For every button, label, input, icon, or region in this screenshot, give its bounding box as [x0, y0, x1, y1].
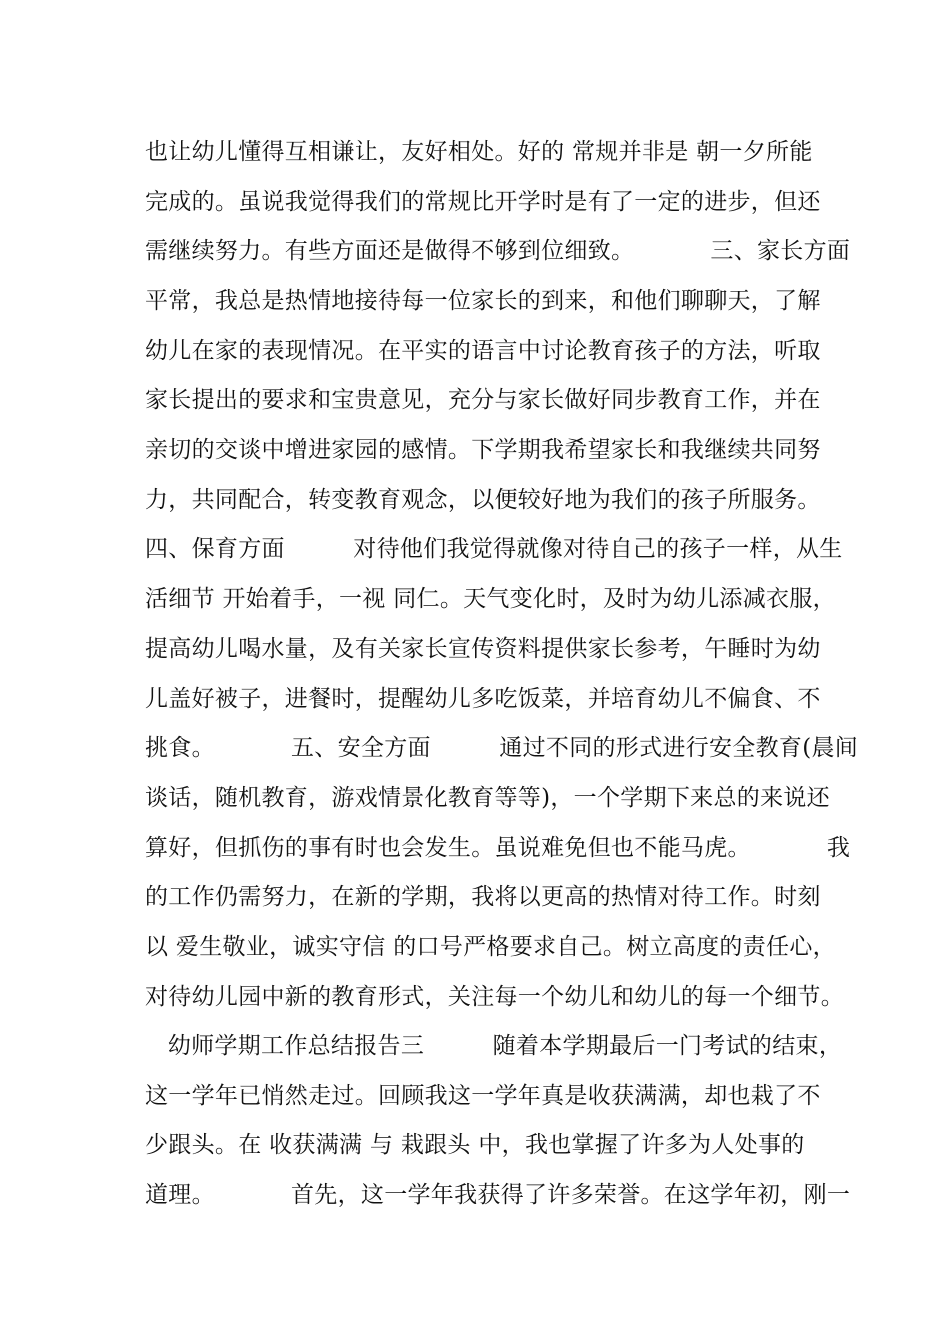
- text-line: 亲切的交谈中增进家园的感情。下学期我希望家长和我继续共同努: [145, 437, 821, 463]
- text-line: 算好，但抓伤的事有时也会发生。虽说难免但也不能马虎。 我: [145, 835, 851, 861]
- text-line: 这一学年已悄然走过。回顾我这一学年真是收获满满，却也栽了不: [145, 1083, 821, 1109]
- text-line: 提高幼儿喝水量，及有关家长宣传资料提供家长参考，午睡时为幼: [145, 636, 821, 662]
- text-line: 幼儿在家的表现情况。在平实的语言中讨论教育孩子的方法，听取: [145, 338, 821, 364]
- text-line: 四、保育方面 对待他们我觉得就像对待自己的孩子一样，从生: [145, 536, 843, 562]
- text-line: 幼师学期工作总结报告三 随着本学期最后一门考试的结束，: [145, 1033, 843, 1059]
- text-line: 家长提出的要求和宝贵意见，充分与家长做好同步教育工作，并在: [145, 387, 821, 413]
- text-line: 也让幼儿懂得互相谦让，友好相处。好的 常规并非是 朝一夕所能: [145, 139, 813, 165]
- text-line: 的工作仍需努力，在新的学期，我将以更高的热情对待工作。时刻: [145, 884, 821, 910]
- text-line: 完成的。虽说我觉得我们的常规比开学时是有了一定的进步，但还: [145, 189, 821, 215]
- text-line: 道理。 首先，这一学年我获得了许多荣誉。在这学年初，刚一: [145, 1182, 851, 1208]
- text-line: 对待幼儿园中新的教育形式，关注每一个幼儿和幼儿的每一个细节。: [145, 984, 844, 1010]
- text-line: 平常，我总是热情地接待每一位家长的到来，和他们聊聊天，了解: [145, 288, 821, 314]
- text-line: 以 爱生敬业，诚实守信 的口号严格要求自己。树立高度的责任心，: [145, 934, 836, 960]
- text-line: 少跟头。在 收获满满 与 栽跟头 中，我也掌握了许多为人处事的: [145, 1132, 805, 1158]
- text-line: 需继续努力。有些方面还是做得不够到位细致。 三、家长方面: [145, 238, 851, 264]
- text-line: 挑食。 五、安全方面 通过不同的形式进行安全教育(晨间: [145, 735, 859, 761]
- text-line: 儿盖好被子，进餐时，提醒幼儿多吃饭菜，并培育幼儿不偏食、不: [145, 686, 821, 712]
- text-line: 谈话，随机教育，游戏情景化教育等等)，一个学期下来总的来说还: [145, 785, 830, 811]
- text-line: 活细节 开始着手，一视 同仁。天气变化时，及时为幼儿添减衣服，: [145, 586, 836, 612]
- text-line: 力，共同配合，转变教育观念，以便较好地为我们的孩子所服务。: [145, 487, 821, 513]
